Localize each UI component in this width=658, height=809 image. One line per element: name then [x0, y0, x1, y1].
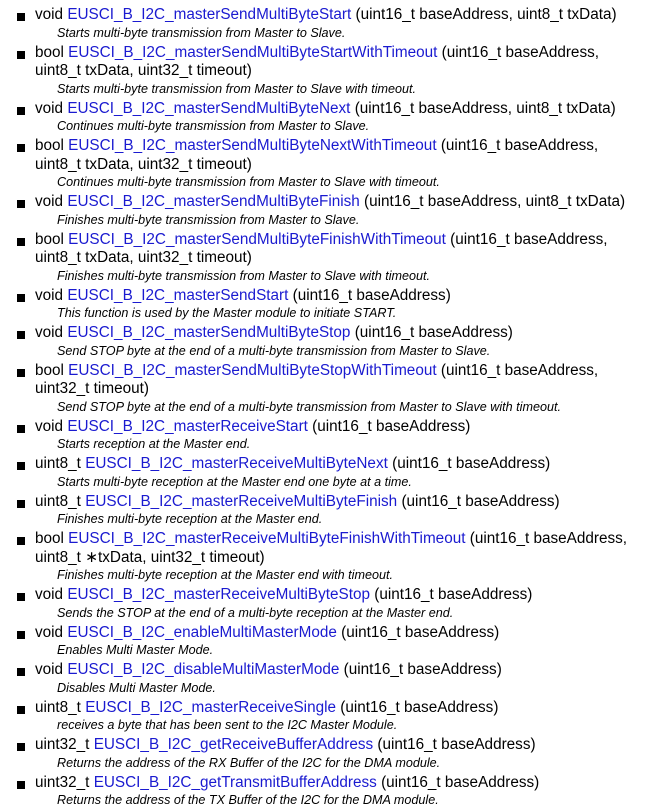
function-entry [0, 586, 658, 622]
function-signature [35, 455, 648, 474]
return-type: uint32_t [35, 736, 89, 753]
function-params: (uint16_t baseAddress, uint8_t txData, uint32_t timeout) [35, 231, 608, 267]
function-link[interactable]: EUSCI_B_I2C_masterSendStart [67, 287, 288, 304]
function-entry [0, 6, 658, 42]
function-params: (uint16_t baseAddress) [392, 455, 550, 472]
function-description: Finishes multi-byte reception at the Master end with timeout. [35, 567, 648, 584]
return-type: void [35, 193, 63, 210]
function-signature [35, 699, 648, 718]
function-link[interactable]: EUSCI_B_I2C_masterSendMultiByteNext [67, 100, 350, 117]
bullet-icon [17, 200, 25, 208]
function-link[interactable]: EUSCI_B_I2C_masterSendMultiByteStart [67, 6, 351, 23]
function-description: Send STOP byte at the end of a multi-byte transmission from Master to Slave with timeout. [35, 399, 648, 416]
function-description: Starts multi-byte transmission from Master to Slave. [35, 25, 648, 42]
return-type: void [35, 287, 63, 304]
bullet-icon [17, 743, 25, 751]
function-link[interactable]: EUSCI_B_I2C_masterSendMultiByteFinishWithTimeout [68, 231, 446, 248]
bullet-icon [17, 51, 25, 59]
bullet-icon [17, 781, 25, 789]
function-params: (uint16_t baseAddress, uint8_t txData, uint32_t timeout) [35, 137, 598, 173]
bullet-icon [17, 369, 25, 377]
bullet-icon [17, 706, 25, 714]
return-type: void [35, 418, 63, 435]
function-entry [0, 287, 658, 323]
function-params: (uint16_t baseAddress) [340, 699, 498, 716]
function-entry [0, 44, 658, 98]
function-params: (uint16_t baseAddress) [341, 624, 499, 641]
function-entry [0, 530, 658, 584]
function-link[interactable]: EUSCI_B_I2C_masterReceiveMultiByteNext [85, 455, 388, 472]
function-entry [0, 624, 658, 660]
function-params: (uint16_t baseAddress, uint8_t txData) [355, 100, 616, 117]
bullet-icon [17, 593, 25, 601]
function-entry [0, 193, 658, 229]
function-link[interactable]: EUSCI_B_I2C_masterReceiveStart [67, 418, 308, 435]
function-description: This function is used by the Master module to initiate START. [35, 305, 648, 322]
bullet-icon [17, 537, 25, 545]
return-type: uint32_t [35, 774, 89, 791]
function-description: Starts multi-byte transmission from Master to Slave with timeout. [35, 81, 648, 98]
function-params: (uint16_t baseAddress, uint8_t txData) [356, 6, 617, 23]
return-type: bool [35, 231, 64, 248]
function-signature [35, 586, 648, 605]
function-link[interactable]: EUSCI_B_I2C_getReceiveBufferAddress [94, 736, 373, 753]
return-type: bool [35, 530, 64, 547]
return-type: void [35, 624, 63, 641]
bullet-icon [17, 425, 25, 433]
return-type: void [35, 100, 63, 117]
function-link[interactable]: EUSCI_B_I2C_masterSendMultiByteFinish [67, 193, 359, 210]
function-link[interactable]: EUSCI_B_I2C_disableMultiMasterMode [67, 661, 339, 678]
return-type: bool [35, 362, 64, 379]
return-type: void [35, 6, 63, 23]
return-type: uint8_t [35, 455, 81, 472]
function-link[interactable]: EUSCI_B_I2C_masterSendMultiByteNextWithTimeout [68, 137, 436, 154]
function-description: Continues multi-byte transmission from Master to Slave with timeout. [35, 174, 648, 191]
function-link[interactable]: EUSCI_B_I2C_masterReceiveMultiByteStop [67, 586, 370, 603]
bullet-icon [17, 500, 25, 508]
function-entry [0, 324, 658, 360]
return-type: bool [35, 137, 64, 154]
return-type: uint8_t [35, 699, 81, 716]
function-entry [0, 493, 658, 529]
function-signature [35, 6, 648, 25]
function-description: Disables Multi Master Mode. [35, 680, 648, 697]
bullet-icon [17, 294, 25, 302]
function-link[interactable]: EUSCI_B_I2C_getTransmitBufferAddress [94, 774, 377, 791]
function-params: (uint16_t baseAddress, uint32_t timeout) [35, 362, 598, 398]
function-description: Finishes multi-byte transmission from Master to Slave with timeout. [35, 268, 648, 285]
function-signature [35, 493, 648, 512]
function-signature [35, 530, 648, 567]
function-description: Finishes multi-byte reception at the Master end. [35, 511, 648, 528]
return-type: bool [35, 44, 64, 61]
return-type: uint8_t [35, 493, 81, 510]
function-description: Send STOP byte at the end of a multi-byte transmission from Master to Slave. [35, 343, 648, 360]
bullet-icon [17, 631, 25, 639]
function-entry [0, 699, 658, 735]
function-description: Sends the STOP at the end of a multi-byte reception at the Master end. [35, 605, 648, 622]
function-signature [35, 44, 648, 81]
function-entry [0, 661, 658, 697]
function-entry [0, 736, 658, 772]
function-description: Continues multi-byte transmission from Master to Slave. [35, 118, 648, 135]
function-entry [0, 362, 658, 416]
function-params: (uint16_t baseAddress) [374, 586, 532, 603]
function-description: Starts multi-byte reception at the Master end one byte at a time. [35, 474, 648, 491]
function-signature [35, 100, 648, 119]
function-params: (uint16_t baseAddress) [293, 287, 451, 304]
function-signature [35, 324, 648, 343]
function-link[interactable]: EUSCI_B_I2C_masterSendMultiByteStopWithTimeout [68, 362, 436, 379]
function-signature [35, 774, 648, 793]
function-link[interactable]: EUSCI_B_I2C_masterReceiveMultiByteFinish [85, 493, 397, 510]
bullet-icon [17, 238, 25, 246]
function-signature [35, 418, 648, 437]
function-params: (uint16_t baseAddress) [381, 774, 539, 791]
function-description: receives a byte that has been sent to the I2C Master Module. [35, 717, 648, 734]
function-params: (uint16_t baseAddress) [377, 736, 535, 753]
bullet-icon [17, 13, 25, 21]
function-description: Starts reception at the Master end. [35, 436, 648, 453]
return-type: void [35, 324, 63, 341]
bullet-icon [17, 462, 25, 470]
function-params: (uint16_t baseAddress) [355, 324, 513, 341]
function-signature [35, 193, 648, 212]
function-description: Returns the address of the TX Buffer of the I2C for the DMA module. [35, 792, 648, 809]
bullet-icon [17, 144, 25, 152]
function-signature [35, 137, 648, 174]
function-link[interactable]: EUSCI_B_I2C_masterSendMultiByteStartWithTimeout [68, 44, 437, 61]
function-signature [35, 736, 648, 755]
function-params: (uint16_t baseAddress, uint8_t txData) [364, 193, 625, 210]
function-params: (uint16_t baseAddress, uint8_t ∗txData, uint32_t timeout) [35, 530, 627, 566]
function-link[interactable]: EUSCI_B_I2C_masterSendMultiByteStop [67, 324, 350, 341]
function-signature [35, 624, 648, 643]
function-description: Finishes multi-byte transmission from Master to Slave. [35, 212, 648, 229]
function-params: (uint16_t baseAddress, uint8_t txData, uint32_t timeout) [35, 44, 599, 80]
function-signature [35, 231, 648, 268]
bullet-icon [17, 331, 25, 339]
function-link[interactable]: EUSCI_B_I2C_masterReceiveSingle [85, 699, 336, 716]
bullet-icon [17, 668, 25, 676]
function-params: (uint16_t baseAddress) [312, 418, 470, 435]
function-link[interactable]: EUSCI_B_I2C_enableMultiMasterMode [67, 624, 337, 641]
function-signature [35, 362, 648, 399]
function-signature [35, 661, 648, 680]
function-entry [0, 137, 658, 191]
function-link[interactable]: EUSCI_B_I2C_masterReceiveMultiByteFinishWithTimeout [68, 530, 465, 547]
function-description: Returns the address of the RX Buffer of the I2C for the DMA module. [35, 755, 648, 772]
function-entry [0, 418, 658, 454]
bullet-icon [17, 107, 25, 115]
return-type: void [35, 661, 63, 678]
function-entry [0, 231, 658, 285]
function-entry [0, 100, 658, 136]
function-entry [0, 455, 658, 491]
function-params: (uint16_t baseAddress) [344, 661, 502, 678]
return-type: void [35, 586, 63, 603]
function-signature [35, 287, 648, 306]
function-params: (uint16_t baseAddress) [401, 493, 559, 510]
function-description: Enables Multi Master Mode. [35, 642, 648, 659]
